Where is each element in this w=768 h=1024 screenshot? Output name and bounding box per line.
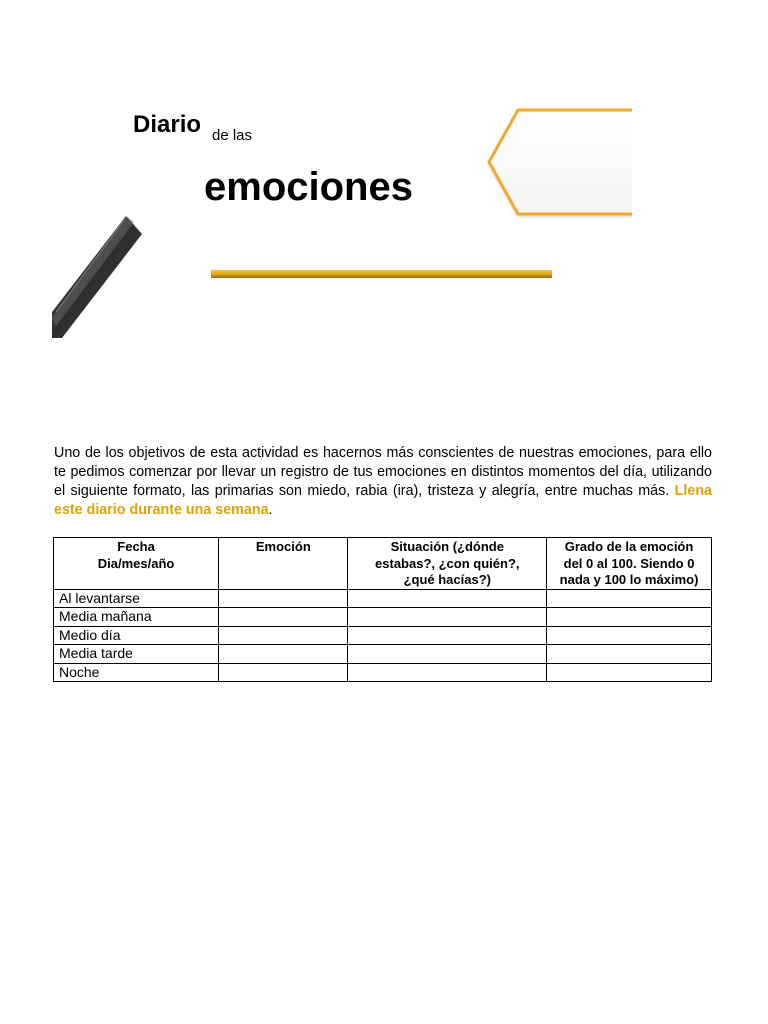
table-row — [54, 663, 712, 682]
table-row — [54, 589, 712, 608]
title-underline — [211, 270, 552, 278]
cell-degree[interactable] — [547, 645, 712, 664]
header-line: ¿qué hacías?) — [403, 572, 491, 587]
cell-situation[interactable] — [348, 645, 547, 664]
cell-time: Medio día — [54, 626, 219, 645]
cell-time: Al levantarse — [54, 589, 219, 608]
header-line: nada y 100 lo máximo) — [559, 572, 699, 587]
title-diario: Diario — [133, 111, 202, 138]
table-row — [54, 626, 712, 645]
cell-time: Noche — [54, 663, 219, 682]
cell-emotion[interactable] — [219, 626, 348, 645]
pencil-icon — [52, 214, 144, 338]
cell-situation[interactable] — [348, 589, 547, 608]
header-emocion — [219, 538, 348, 590]
header-line: Dia/mes/año — [97, 555, 175, 571]
cell-emotion[interactable] — [219, 645, 348, 664]
header-situacion — [348, 538, 547, 590]
title-emociones: emociones — [204, 165, 413, 209]
table-row — [54, 608, 712, 627]
header-line: Emoción — [255, 539, 311, 554]
cell-time: Media tarde — [54, 645, 219, 664]
tag-shape-icon — [486, 106, 632, 220]
title-de-las: de las — [212, 127, 253, 144]
cell-situation[interactable] — [348, 626, 547, 645]
emotion-diary-table — [53, 537, 712, 682]
table-header-row — [54, 538, 712, 590]
cell-situation[interactable] — [348, 608, 547, 627]
header-fecha — [54, 538, 219, 590]
header-line: Fecha — [117, 539, 155, 554]
cell-degree[interactable] — [547, 663, 712, 682]
table-row — [54, 645, 712, 664]
cell-situation[interactable] — [348, 663, 547, 682]
cell-degree[interactable] — [547, 608, 712, 627]
cell-emotion[interactable] — [219, 608, 348, 627]
header-line: del 0 al 100. Siendo 0 — [563, 555, 695, 571]
cell-degree[interactable] — [547, 589, 712, 608]
header-line: Situación (¿dónde — [390, 539, 504, 554]
cell-emotion[interactable] — [219, 589, 348, 608]
intro-text-end: . — [268, 502, 273, 519]
intro-text: Uno de los objetivos de esta actividad es hacernos más conscientes de nuestras emociones, para ello te pedimos comenzar por llevar un registro de tus emociones en distintos momentos del día, utilizando el siguiente formato, las primarias son miedo, rabia (ira), tristeza y alegría, entre muchas más. — [54, 445, 712, 500]
cell-time: Media mañana — [54, 608, 219, 627]
header-grado — [547, 538, 712, 590]
cell-degree[interactable] — [547, 626, 712, 645]
intro-highlight: Llena este diario durante una semana — [54, 483, 712, 519]
cell-emotion[interactable] — [219, 663, 348, 682]
intro-paragraph — [54, 444, 712, 520]
header-line: Grado de la emoción — [564, 539, 694, 554]
header-line: estabas?, ¿con quién?, — [375, 555, 520, 571]
